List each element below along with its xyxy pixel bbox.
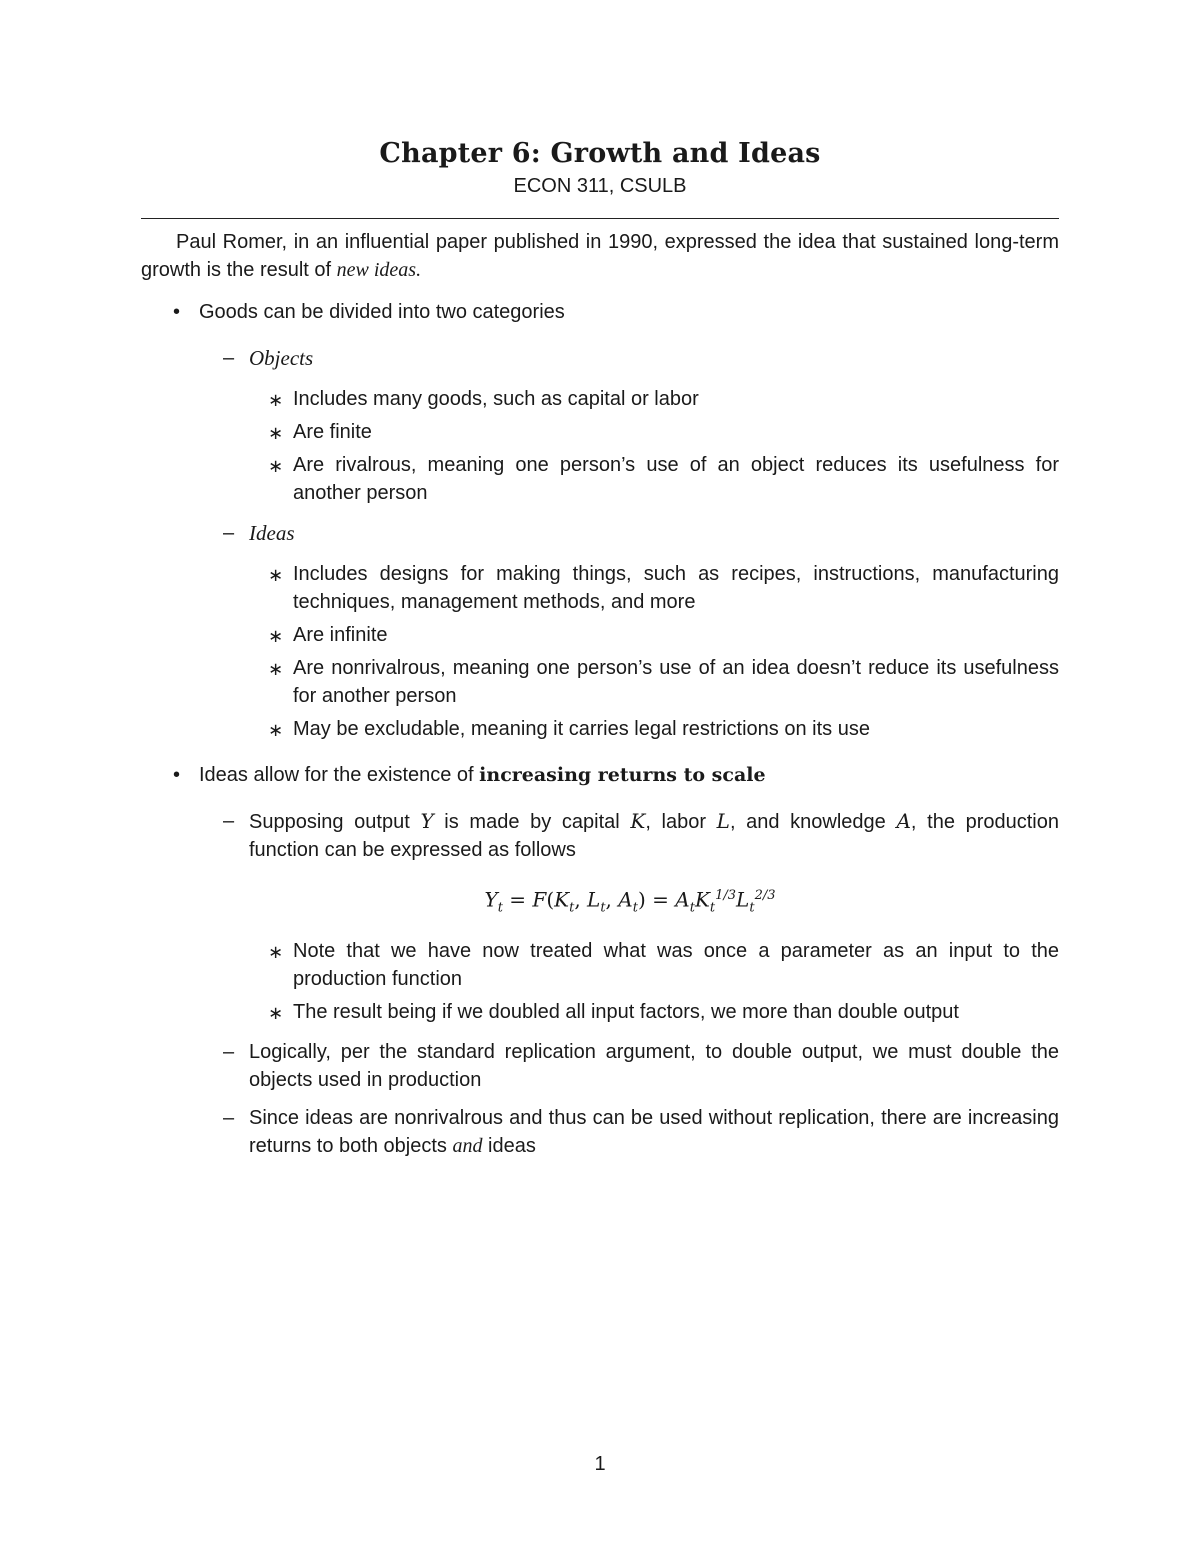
var-a: A	[896, 809, 911, 833]
eq-equals: =	[645, 887, 676, 912]
eq-a: A	[675, 887, 690, 912]
eq-sub: t	[689, 900, 695, 916]
ideas-point-4	[141, 715, 1059, 743]
dash-marker: –	[223, 347, 235, 369]
objects-point-3	[141, 451, 1059, 507]
equation-body	[485, 882, 776, 923]
eq-sub: t	[749, 900, 755, 916]
star-marker: ∗	[268, 565, 284, 585]
star-marker: ∗	[268, 941, 284, 962]
eq-k: K	[694, 887, 710, 912]
page-number: 1	[594, 1453, 606, 1475]
header-divider	[141, 218, 1059, 219]
eq-l: L	[587, 887, 601, 912]
document-body	[141, 228, 1059, 1170]
var-l: L	[716, 809, 730, 833]
eq-sub: t	[632, 900, 638, 916]
var-k: K	[630, 809, 646, 833]
supposing-text: , and knowledge	[729, 811, 897, 833]
eq-f: F	[532, 887, 547, 912]
supposing-text: , the production function can be expressed as follows	[249, 811, 1059, 861]
star-marker: ∗	[268, 626, 284, 646]
ideas-point-text: May be excludable, meaning it carries legal restrictions on its use	[293, 718, 870, 740]
since-emphasis: and	[452, 1134, 483, 1157]
course-subtitle: ECON 311, CSULB	[513, 175, 687, 197]
var-y: Y	[420, 809, 434, 833]
logically-text: Logically, per the standard replication argument, to double output, we must double the objects used in production	[249, 1040, 1059, 1091]
star-marker: ∗	[268, 1002, 284, 1023]
dash-marker: –	[223, 1040, 235, 1063]
ideas-point-text: Are nonrivalrous, meaning one person’s use of an idea doesn’t reduce its usefulness for another person	[293, 657, 1059, 707]
since-text: Since ideas are nonrivalrous and thus can be used without replication, there are increasing returns to both objects	[249, 1106, 1059, 1157]
eq-exponent: 2/3	[754, 888, 776, 903]
objects-point-text: Are rivalrous, meaning one person’s use of an object reduces its usefulness for another person	[293, 454, 1059, 504]
bullet-increasing-returns	[141, 761, 1059, 789]
star-marker: ∗	[268, 423, 284, 443]
star-marker: ∗	[268, 390, 284, 410]
note-text: Note that we have now treated what was once a parameter as an input to the production function	[293, 939, 1059, 990]
ideas-point-text: Are infinite	[293, 624, 388, 646]
objects-point-2	[141, 418, 1059, 446]
subitem-ideas	[141, 519, 1059, 548]
eq-k: K	[554, 887, 570, 912]
bullet-text: Ideas allow for the existence of	[199, 764, 480, 786]
subitem-objects	[141, 344, 1059, 373]
star-marker: ∗	[268, 456, 284, 476]
subitem-since	[141, 1104, 1059, 1160]
subitem-logically	[141, 1038, 1059, 1094]
note-text: The result being if we doubled all input factors, we more than double output	[293, 1000, 959, 1023]
objects-heading: Objects	[249, 346, 314, 370]
supposing-text: , labor	[645, 811, 717, 833]
eq-l: L	[736, 887, 750, 912]
dash-marker: –	[223, 522, 235, 544]
ideas-point-1	[141, 560, 1059, 616]
eq-exponent: 1/3	[715, 888, 737, 903]
objects-point-text: Are finite	[293, 421, 372, 443]
bullet-text: Goods can be divided into two categories	[199, 301, 565, 323]
eq-paren: )	[637, 887, 646, 912]
intro-paragraph	[141, 228, 1059, 284]
production-function-equation	[141, 882, 1059, 923]
eq-y: Y	[484, 887, 498, 912]
dash-marker: –	[223, 810, 235, 832]
note-point-1	[141, 937, 1059, 993]
ideas-point-2	[141, 621, 1059, 649]
page-title: Chapter 6: Growth and Ideas	[379, 138, 821, 169]
since-text-end: ideas	[482, 1134, 536, 1157]
bullet-marker: •	[173, 301, 181, 323]
eq-comma: ,	[574, 887, 588, 912]
eq-paren: (	[546, 887, 555, 912]
supposing-text: Supposing output	[249, 811, 421, 833]
star-marker: ∗	[268, 720, 284, 740]
objects-point-text: Includes many goods, such as capital or labor	[293, 388, 699, 410]
ideas-point-text: Includes designs for making things, such as recipes, instructions, manufacturing techniques, management methods, and more	[293, 563, 1059, 613]
eq-equals: =	[502, 887, 533, 912]
dash-marker: –	[223, 1106, 235, 1129]
bullet-strong-text: increasing returns to scale	[479, 764, 766, 786]
eq-sub: t	[600, 900, 606, 916]
eq-a: A	[618, 887, 633, 912]
ideas-point-3	[141, 654, 1059, 710]
objects-point-1	[141, 385, 1059, 413]
intro-emphasis: new ideas.	[336, 259, 422, 281]
bullet-goods-categories	[141, 298, 1059, 326]
eq-comma: ,	[605, 887, 619, 912]
intro-text: Paul Romer, in an influential paper published in 1990, expressed the idea that sustained long-term growth is the result of	[141, 231, 1059, 281]
eq-sub: t	[709, 900, 716, 916]
ideas-heading: Ideas	[249, 521, 295, 545]
supposing-text: is made by capital	[433, 811, 631, 833]
subitem-supposing	[141, 807, 1059, 864]
star-marker: ∗	[268, 659, 284, 679]
eq-sub: t	[497, 900, 503, 916]
eq-sub: t	[569, 900, 575, 916]
note-point-2	[141, 998, 1059, 1026]
bullet-marker: •	[173, 764, 181, 786]
